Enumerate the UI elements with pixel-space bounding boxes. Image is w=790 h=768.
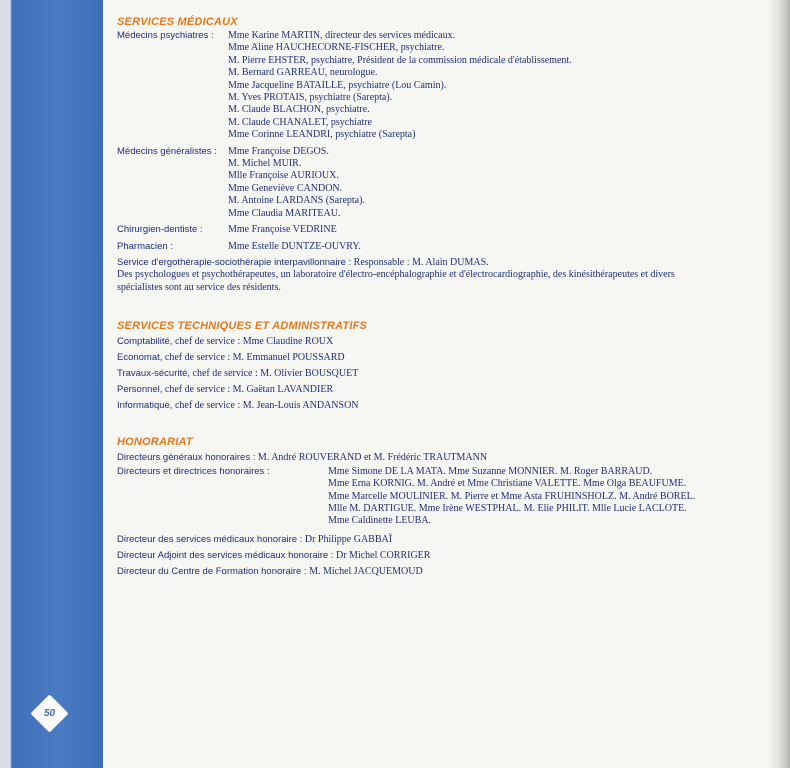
ergotherapie-line xyxy=(117,257,757,269)
honoraire-label: Directeur Adjoint des services médicaux honoraire : xyxy=(117,549,334,561)
directeur-centre-formation-honoraire xyxy=(117,564,757,580)
psychiatre-entry: M. Bernard GARREAU, neurologue. xyxy=(228,67,378,79)
psychiatres-label: Médecins psychiatres : xyxy=(117,30,214,41)
tech-item-value: chef de service : M. Jean-Louis ANDANSON xyxy=(174,400,359,412)
ergotherapie-label: Service d'ergothérapie-sociothérapie interpavillonnaire : xyxy=(117,256,352,268)
psychiatre-entry: M. Claude CHANALET, psychiatre xyxy=(228,116,372,128)
psychiatre-entry: Mme Jacqueline BATAILLE, psychiatre (Lou Camin). xyxy=(228,79,447,91)
psychiatre-entry: M. Yves PROTAIS, psychiatre (Sarepta). xyxy=(228,92,393,104)
directeurs-generaux-line xyxy=(117,450,757,466)
section-title-honorariat: HONORARIAT xyxy=(117,436,193,449)
pharmacien-block xyxy=(117,241,757,253)
pharmacien-name: Mme Estelle DUNTZE-OUVRY. xyxy=(228,240,361,252)
directeur-honoraire-line: Mlle M. DARTIGUE. Mme Irène WESTPHAL. M. Elie PHILIT. Mlle Lucie LACLOTE. xyxy=(328,503,687,515)
directeur-honoraire-line: Mme Caldinette LEUBA. xyxy=(328,515,432,527)
tech-item-value: chef de service : Mme Claudine ROUX xyxy=(174,336,334,348)
tech-item-label: Economat, xyxy=(117,352,163,364)
section-title-services-techniques: SERVICES TECHNIQUES ET ADMINISTRATIFS xyxy=(117,320,368,333)
page-edge-shadow xyxy=(768,0,790,768)
honoraire-label: Directeur des services médicaux honoraire : xyxy=(117,533,303,545)
directeurs-honoraires-block xyxy=(117,466,757,527)
directeur-honoraire-line: Mme Marcelle MOULINIER. M. Pierre et Mme Asta FRUHINSHOLZ. M. André BOREL. xyxy=(328,490,696,502)
dentiste-name: Mme Françoise VEDRINE xyxy=(228,224,337,236)
dentiste-label: Chirurgien-dentiste : xyxy=(117,224,203,236)
services-paragraph: Des psychologues et psychothérapeutes, un laboratoire d'électro-encéphalographie et d'électrocardiographie, des kinésithérapeutes et divers spécialistes sont au service des résidents. xyxy=(117,269,675,293)
tech-item-value: chef de service : M. Emmanuel POUSSARD xyxy=(164,352,345,364)
tech-item-personnel xyxy=(117,382,757,398)
tech-item-value: chef de service : M. Olivier BOUSQUET xyxy=(192,368,359,380)
directeur-services-medicaux-honoraire xyxy=(117,532,757,548)
honoraire-value: Dr Michel CORRIGER xyxy=(336,549,431,561)
blue-side-band xyxy=(0,0,103,768)
generalistes-block xyxy=(117,146,757,220)
psychiatre-entry: M. Pierre EHSTER, psychiatre, Président de la commission médicale d'établissement. xyxy=(228,54,572,66)
directeur-honoraire-line: Mme Erna KORNIG. M. André et Mme Christiane VALETTE. Mme Olga BEAUFUME. xyxy=(328,478,687,490)
tech-item-label: Comptabilité, xyxy=(117,336,173,348)
generaliste-entry: Mme Françoise DEGOS. xyxy=(228,145,329,157)
generalistes-label: Médecins généralistes : xyxy=(117,145,217,157)
psychiatre-entry: Mme Karine MARTIN, directeur des services médicaux. xyxy=(228,30,456,41)
directeurs-generaux-value: M. André ROUVERAND et M. Frédéric TRAUTMANN xyxy=(257,452,488,464)
generaliste-entry: Mme Geneviève CANDON. xyxy=(228,182,343,194)
page-content xyxy=(117,14,757,580)
generaliste-entry: Mlle Françoise AURIOUX. xyxy=(228,170,339,182)
page-number: 50 xyxy=(43,708,56,719)
directeurs-honoraires-label: Directeurs et directrices honoraires : xyxy=(117,466,270,478)
directeur-adjoint-honoraire xyxy=(117,548,757,564)
tech-item-label: Travaux-sécurité, xyxy=(117,368,191,380)
pharmacien-label: Pharmacien : xyxy=(117,240,173,252)
tech-item-economat xyxy=(117,350,757,366)
dentiste-block xyxy=(117,224,757,236)
tech-item-value: chef de service : M. Gaëtan LAVANDIER xyxy=(164,384,334,396)
tech-item-travaux xyxy=(117,366,757,382)
directeur-honoraire-line: Mme Simone DE LA MATA. Mme Suzanne MONNIER. M. Roger BARRAUD. xyxy=(328,466,653,478)
tech-item-comptabilite xyxy=(117,334,757,350)
psychiatre-entry: Mme Aline HAUCHECORNE-FISCHER, psychiatre. xyxy=(228,42,445,54)
honoraire-value: Dr Philippe GABBAÏ xyxy=(304,533,393,545)
honoraire-value: M. Michel JACQUEMOUD xyxy=(309,565,423,577)
psychiatre-entry: Mme Corinne LEANDRI, psychiatre (Sarepta) xyxy=(228,129,416,141)
tech-item-informatique xyxy=(117,398,757,414)
directeurs-generaux-label: Directeurs généraux honoraires : xyxy=(117,452,256,464)
ergotherapie-value: Responsable : M. Alain DUMAS. xyxy=(353,256,489,268)
psychiatres-block xyxy=(117,30,757,142)
section-title-services-medicaux: SERVICES MÉDICAUX xyxy=(117,16,238,28)
tech-item-label: Personnel, xyxy=(117,384,163,396)
tech-item-label: Informatique, xyxy=(117,400,173,412)
honoraire-label: Directeur du Centre de Formation honoraire : xyxy=(117,565,307,577)
generaliste-entry: Mme Claudia MARITEAU. xyxy=(228,207,341,219)
generaliste-entry: M. Michel MUIR. xyxy=(228,158,302,170)
psychiatre-entry: M. Claude BLACHON, psychiatre. xyxy=(228,104,370,116)
generaliste-entry: M. Antoine LARDANS (Sarepta). xyxy=(228,195,365,207)
